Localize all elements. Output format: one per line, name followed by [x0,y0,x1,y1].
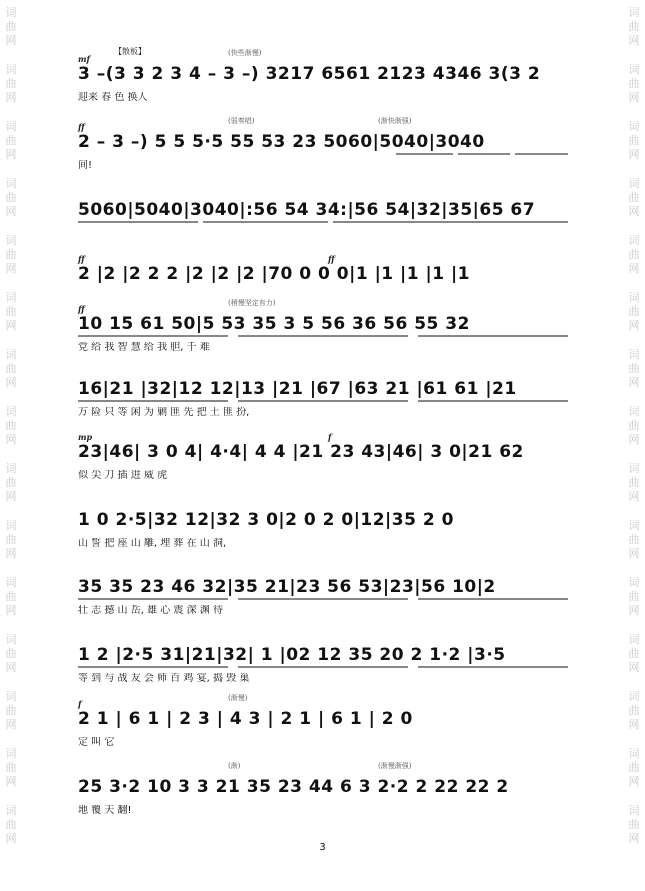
watermark-char: 曲 [5,248,17,261]
watermark-group [6,6,17,48]
score-line [78,194,568,238]
watermark-char: 词 [5,462,17,475]
watermark-char: 网 [628,832,640,845]
watermark-group [6,462,17,504]
watermark-char: 网 [5,205,17,218]
watermark-char: 网 [628,661,640,674]
watermark-group [629,405,640,447]
watermark-char: 词 [5,348,17,361]
watermark-char: 网 [5,319,17,332]
watermark-char: 曲 [5,419,17,432]
watermark-char: 网 [5,775,17,788]
notation-line: 10 15 61 50|5 53 35 3 5 56 36 56 55 32 [78,314,470,334]
dynamic-mark: ff [78,122,85,132]
watermark-char: 曲 [5,818,17,831]
watermark-char: 词 [5,234,17,247]
watermark-char: 词 [628,804,640,817]
watermark-char: 曲 [5,476,17,489]
watermark-char: 词 [628,63,640,76]
watermark-char: 网 [5,547,17,560]
notation-line: 2 |2 |2 2 2 |2 |2 |2 |70 0 0 0|1 |1 |1 |1 |1 [78,264,470,284]
notation-line: 16|21 |32|12 12|13 |21 |67 |63 21 |61 61 |21 [78,379,517,399]
lyrics-line: 党 给 我 智 慧 给 我 胆, 千 难 [78,342,210,353]
watermark-char: 曲 [5,20,17,33]
beam-lines [78,194,568,238]
watermark-char: 曲 [628,818,640,831]
watermark-char: 曲 [5,590,17,603]
watermark-char: 网 [628,433,640,446]
watermark-group [629,348,640,390]
dynamic-mark: mf [78,54,90,64]
watermark-char: 曲 [5,305,17,318]
performance-annotation: (渐慢渐强) [378,762,412,770]
notation-line: 25 3·2 10 3 3 21 35 23 44 6 3 2·2 2 22 22 2 [78,777,509,797]
dynamic-mark: f [328,432,332,442]
dynamic-mark: mp [78,432,93,442]
watermark-char: 词 [5,177,17,190]
watermark-group [629,63,640,105]
notation-line: 35 35 23 46 32|35 21|23 56 53|23|56 10|2 [78,577,496,597]
performance-annotation: (弱奏唱) [228,117,255,125]
lyrics-line: 地 覆 天 翻! [78,805,132,816]
watermark-char: 曲 [5,191,17,204]
watermark-group [629,120,640,162]
watermark-char: 词 [5,747,17,760]
watermark-char: 网 [628,547,640,560]
watermark-group [629,576,640,618]
watermark-char: 曲 [5,761,17,774]
watermark-char: 曲 [628,134,640,147]
score-line [78,504,568,548]
watermark-char: 曲 [5,704,17,717]
watermark-char: 网 [5,433,17,446]
watermark-char: 词 [628,348,640,361]
beam-lines [78,258,568,302]
watermark-char: 网 [5,490,17,503]
lyrics-line: 定 叫 它 [78,737,115,748]
lyrics-line: 山 誓 把 座 山 雕, 埋 葬 在 山 洞, [78,538,227,549]
watermark-char: 曲 [5,134,17,147]
watermark-char: 网 [628,205,640,218]
watermark-char: 词 [5,804,17,817]
watermark-char: 曲 [628,191,640,204]
performance-annotation: (渐慢) [228,694,248,702]
watermark-char: 曲 [628,362,640,375]
tempo-mark: 【散板】 [114,47,146,56]
watermark-group [629,633,640,675]
watermark-group [629,690,640,732]
watermark-char: 词 [628,6,640,19]
lyrics-line: 等 到 与 战 友 会 师 百 鸡 宴, 捣 毁 巢 [78,673,250,684]
watermark-char: 网 [628,376,640,389]
notation-line: 1 2 |2·5 31|21|32| 1 |02 12 35 20 2 1·2 |3·5 [78,645,506,665]
watermark-char: 曲 [5,77,17,90]
watermark-char: 网 [628,775,640,788]
watermark-group [6,747,17,789]
watermark-char: 网 [628,718,640,731]
performance-annotation: (渐快渐强) [378,117,412,125]
watermark-char: 曲 [628,77,640,90]
watermark-char: 网 [5,262,17,275]
lyrics-line: 迎来 春 色 换人 [78,92,148,103]
watermark-char: 词 [628,690,640,703]
watermark-char: 曲 [628,476,640,489]
watermark-char: 词 [5,63,17,76]
watermark-group [629,291,640,333]
watermark-char: 词 [5,519,17,532]
score-line [78,117,568,171]
watermark-group [629,462,640,504]
watermark-char: 网 [5,376,17,389]
watermark-char: 曲 [5,362,17,375]
watermark-char: 词 [628,291,640,304]
watermark-group [6,291,17,333]
watermark-char: 词 [628,462,640,475]
notation-line: 5060|5040|3040|:56 54 34:|56 54|32|35|65 67 [78,200,536,220]
performance-annotation: (稍慢坚定有力) [228,299,276,307]
watermark-group [6,576,17,618]
score-line [78,47,568,103]
watermark-char: 网 [5,661,17,674]
watermark-group [6,804,17,846]
watermark-char: 词 [5,633,17,646]
watermark-char: 曲 [628,248,640,261]
watermark-char: 词 [628,633,640,646]
watermark-group [629,177,640,219]
watermark-char: 网 [5,34,17,47]
watermark-char: 网 [5,148,17,161]
dynamic-mark: ff [78,254,85,264]
watermark-group [629,519,640,561]
watermark-char: 词 [5,291,17,304]
watermark-group [629,6,640,48]
watermark-char: 曲 [5,533,17,546]
lyrics-line: 万 险 只 等 闲 为 剿 匪 先 把 土 匪 扮, [78,407,250,418]
watermark-group [629,234,640,276]
dynamic-mark: f [78,699,82,709]
watermark-char: 网 [5,832,17,845]
watermark-char: 词 [5,405,17,418]
watermark-char: 词 [628,747,640,760]
watermark-group [6,633,17,675]
watermark-char: 网 [628,34,640,47]
notation-line: 2 1 | 6 1 | 2 3 | 4 3 | 2 1 | 6 1 | 2 0 [78,709,413,729]
score-line [78,762,568,816]
watermark-char: 网 [628,148,640,161]
score-line [78,432,568,481]
watermark-char: 网 [5,604,17,617]
lyrics-line: 壮 志 撼 山 岳, 雄 心 震 深 渊 待 [78,605,223,616]
notation-line: 23|46| 3 0 4| 4·4| 4 4 |21 23 43|46| 3 0|21 62 [78,442,524,462]
watermark-group [629,804,640,846]
watermark-char: 词 [5,690,17,703]
watermark-group [6,234,17,276]
watermark-char: 词 [628,120,640,133]
watermark-char: 词 [628,234,640,247]
watermark-group [6,690,17,732]
watermark-char: 曲 [628,305,640,318]
watermark-char: 曲 [5,647,17,660]
watermark-char: 网 [5,718,17,731]
notation-line: 2 – 3 –) 5 5 5·5 55 53 23 5060|5040|3040 [78,132,485,152]
watermark-right [623,0,645,891]
watermark-char: 网 [5,91,17,104]
score-line [78,373,568,417]
watermark-char: 网 [628,490,640,503]
notation-line: 3 –(3 3 2 3 4 – 3 –) 3217 6561 2123 4346 3(3 2 [78,64,541,84]
watermark-char: 词 [5,576,17,589]
watermark-char: 词 [628,576,640,589]
watermark-group [6,348,17,390]
watermark-group [6,519,17,561]
watermark-group [6,120,17,162]
watermark-group [6,177,17,219]
score-line [78,571,568,615]
score-line [78,299,568,353]
score-line [78,254,568,302]
watermark-char: 曲 [628,647,640,660]
watermark-group [6,405,17,447]
watermark-char: 曲 [628,20,640,33]
watermark-char: 曲 [628,761,640,774]
watermark-char: 词 [628,519,640,532]
watermark-char: 曲 [628,533,640,546]
watermark-char: 网 [628,91,640,104]
watermark-char: 网 [628,262,640,275]
lyrics-line: 间! [78,160,93,171]
watermark-char: 词 [5,120,17,133]
watermark-left [0,0,22,891]
performance-annotation: (渐) [228,762,241,770]
watermark-char: 曲 [628,419,640,432]
watermark-char: 网 [628,319,640,332]
watermark-char: 词 [5,6,17,19]
watermark-group [629,747,640,789]
score-line [78,639,568,683]
watermark-char: 词 [628,405,640,418]
dynamic-mark: ff [78,304,85,314]
watermark-char: 曲 [628,704,640,717]
watermark-group [6,63,17,105]
score-line [78,694,568,748]
performance-annotation: (快些渐慢) [228,49,262,57]
dynamic-mark: ff [328,254,335,264]
notation-line: 1 0 2·5|32 12|32 3 0|2 0 2 0|12|35 2 0 [78,510,454,530]
page-number: 3 [319,842,326,853]
watermark-char: 网 [628,604,640,617]
watermark-char: 词 [628,177,640,190]
watermark-char: 曲 [628,590,640,603]
lyrics-line: 似 尖 刀 插 进 威 虎 [78,470,168,481]
